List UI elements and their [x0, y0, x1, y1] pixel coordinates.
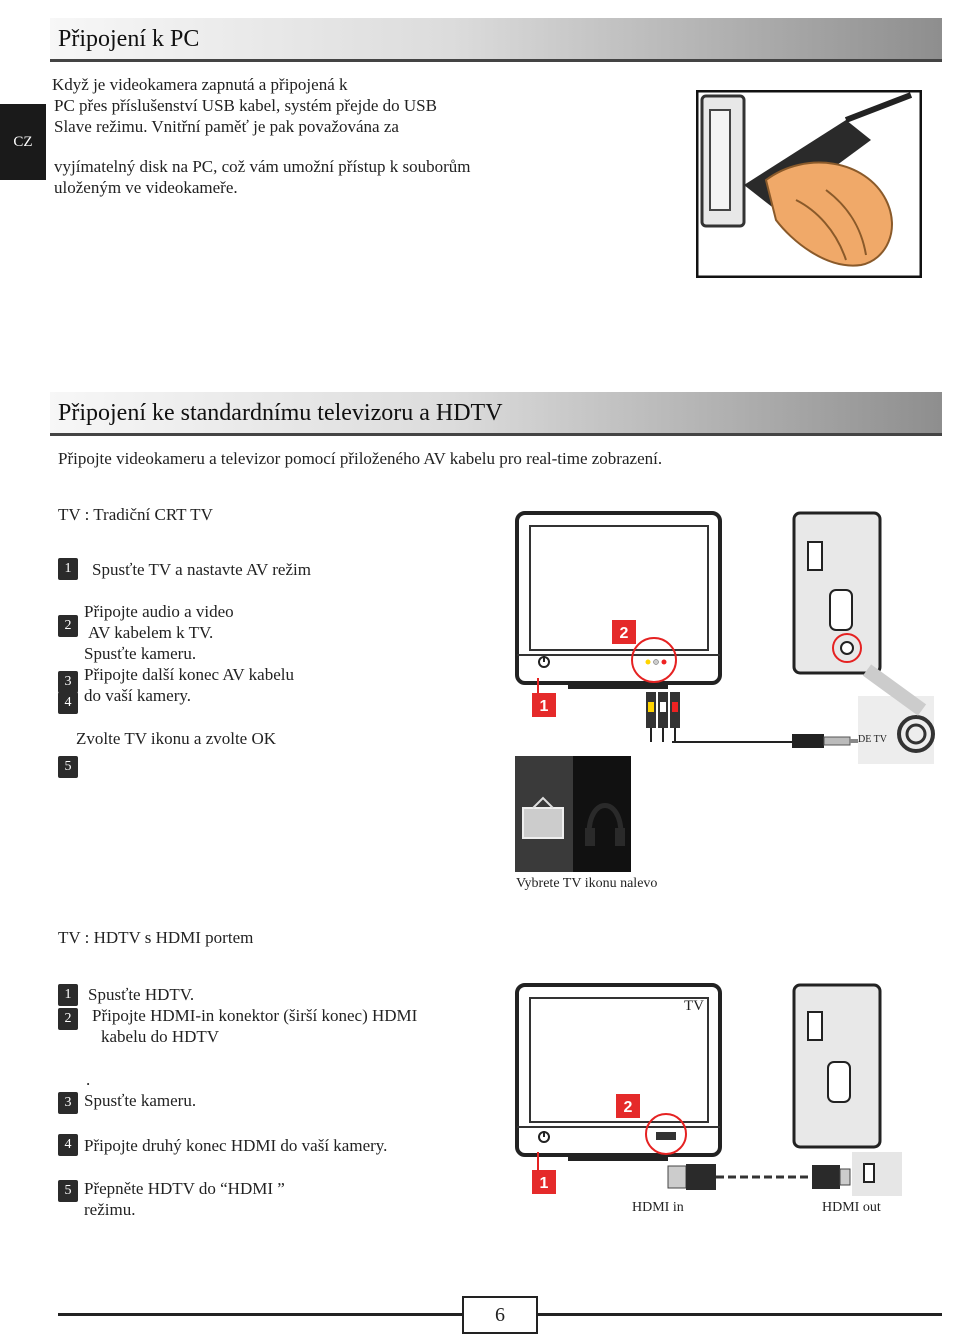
crt-step-3-badge: 3	[58, 671, 78, 693]
crt-step-3-text-a: Spusťte kameru.	[84, 644, 197, 663]
hdtv-step-5-text-a: Přepněte HDTV do “HDMI ”	[84, 1179, 285, 1198]
tv-intro-text: Připojte videokameru a televizor pomocí přiloženého AV kabelu pro real-time zobrazení.	[58, 449, 663, 468]
crt-step-4-badge: 4	[58, 692, 78, 714]
crt-step-3-text-b: Připojte další konec AV kabelu	[84, 665, 294, 684]
section-title-pc: Připojení k PC	[58, 26, 200, 52]
hdtv-step-4-text: Připojte druhý konec HDMI do vaší kamery.	[84, 1136, 388, 1155]
page-number: 6	[462, 1296, 538, 1334]
language-tab: CZ	[0, 104, 46, 180]
hdtv-step-2-text-a: Připojte HDMI-in konektor (širší konec) HDMI	[92, 1006, 418, 1025]
crt-callout-1: 1	[539, 698, 549, 715]
menu-caption: Vybrete TV ikonu nalevo	[516, 876, 658, 891]
crt-tv-connection-illustration	[512, 510, 936, 768]
hdtv-step-4-badge: 4	[58, 1134, 78, 1156]
crt-step-1-text: Spusťte TV a nastavte AV režim	[92, 560, 311, 579]
section-title-tv: Připojení ke standardnímu televizoru a HDTV	[58, 400, 503, 426]
dc-in-label: DE TV	[858, 734, 887, 745]
crt-step-1-badge: 1	[58, 558, 78, 580]
pc-text-line-4: vyjímatelný disk na PC, což vám umožní přístup k souborům	[54, 157, 471, 176]
hdtv-step-5-text-b: režimu.	[84, 1200, 136, 1219]
footer-rule-right	[538, 1313, 942, 1316]
tv-icon	[523, 808, 563, 838]
crt-step-2-badge: 2	[58, 615, 78, 637]
usb-connection-illustration	[696, 90, 922, 278]
crt-callout-2: 2	[619, 625, 629, 642]
hdmi-in-label: HDMI in	[632, 1200, 684, 1215]
crt-step-5-badge: 5	[58, 756, 78, 778]
hdtv-callout-1: 1	[539, 1175, 549, 1192]
crt-heading: TV : Tradiční CRT TV	[58, 505, 213, 524]
pc-text-line-5: uloženým ve videokameře.	[54, 178, 238, 197]
camera-menu-screen	[515, 756, 631, 872]
hdtv-step-3-text: Spusťte kameru.	[84, 1091, 197, 1110]
hdtv-tv-label: TV	[684, 998, 704, 1014]
hdtv-step-1-text: Spusťte HDTV.	[88, 985, 195, 1004]
crt-step-4-text: do vaší kamery.	[84, 686, 192, 705]
crt-step-2-text-b: AV kabelem k TV.	[88, 623, 214, 642]
hdmi-out-label: HDMI out	[822, 1200, 881, 1215]
pc-text-line-1: Když je videokamera zapnutá a připojená k	[52, 75, 348, 94]
pc-text-line-2: PC přes příslušenství USB kabel, systém přejde do USB	[54, 96, 437, 115]
hdtv-dot: .	[86, 1070, 91, 1089]
hdtv-callout-2: 2	[623, 1099, 633, 1116]
crt-step-2-text-a: Připojte audio a video	[84, 602, 234, 621]
pc-text-line-3: Slave režimu. Vnitřní paměť je pak považována za	[54, 117, 399, 136]
crt-step-5-text: Zvolte TV ikonu a zvolte OK	[76, 729, 277, 748]
section-header-tv	[50, 392, 942, 436]
hdtv-step-5-badge: 5	[58, 1180, 78, 1202]
section-header-pc	[50, 18, 942, 62]
hdtv-step-1-badge: 1	[58, 984, 78, 1006]
hdtv-connection-illustration	[512, 982, 908, 1200]
hdtv-heading: TV : HDTV s HDMI portem	[58, 928, 254, 947]
hdtv-step-2-text-b: kabelu do HDTV	[101, 1027, 220, 1046]
hdtv-step-2-badge: 2	[58, 1008, 78, 1030]
hdtv-step-3-badge: 3	[58, 1092, 78, 1114]
footer-rule-left	[58, 1313, 462, 1316]
